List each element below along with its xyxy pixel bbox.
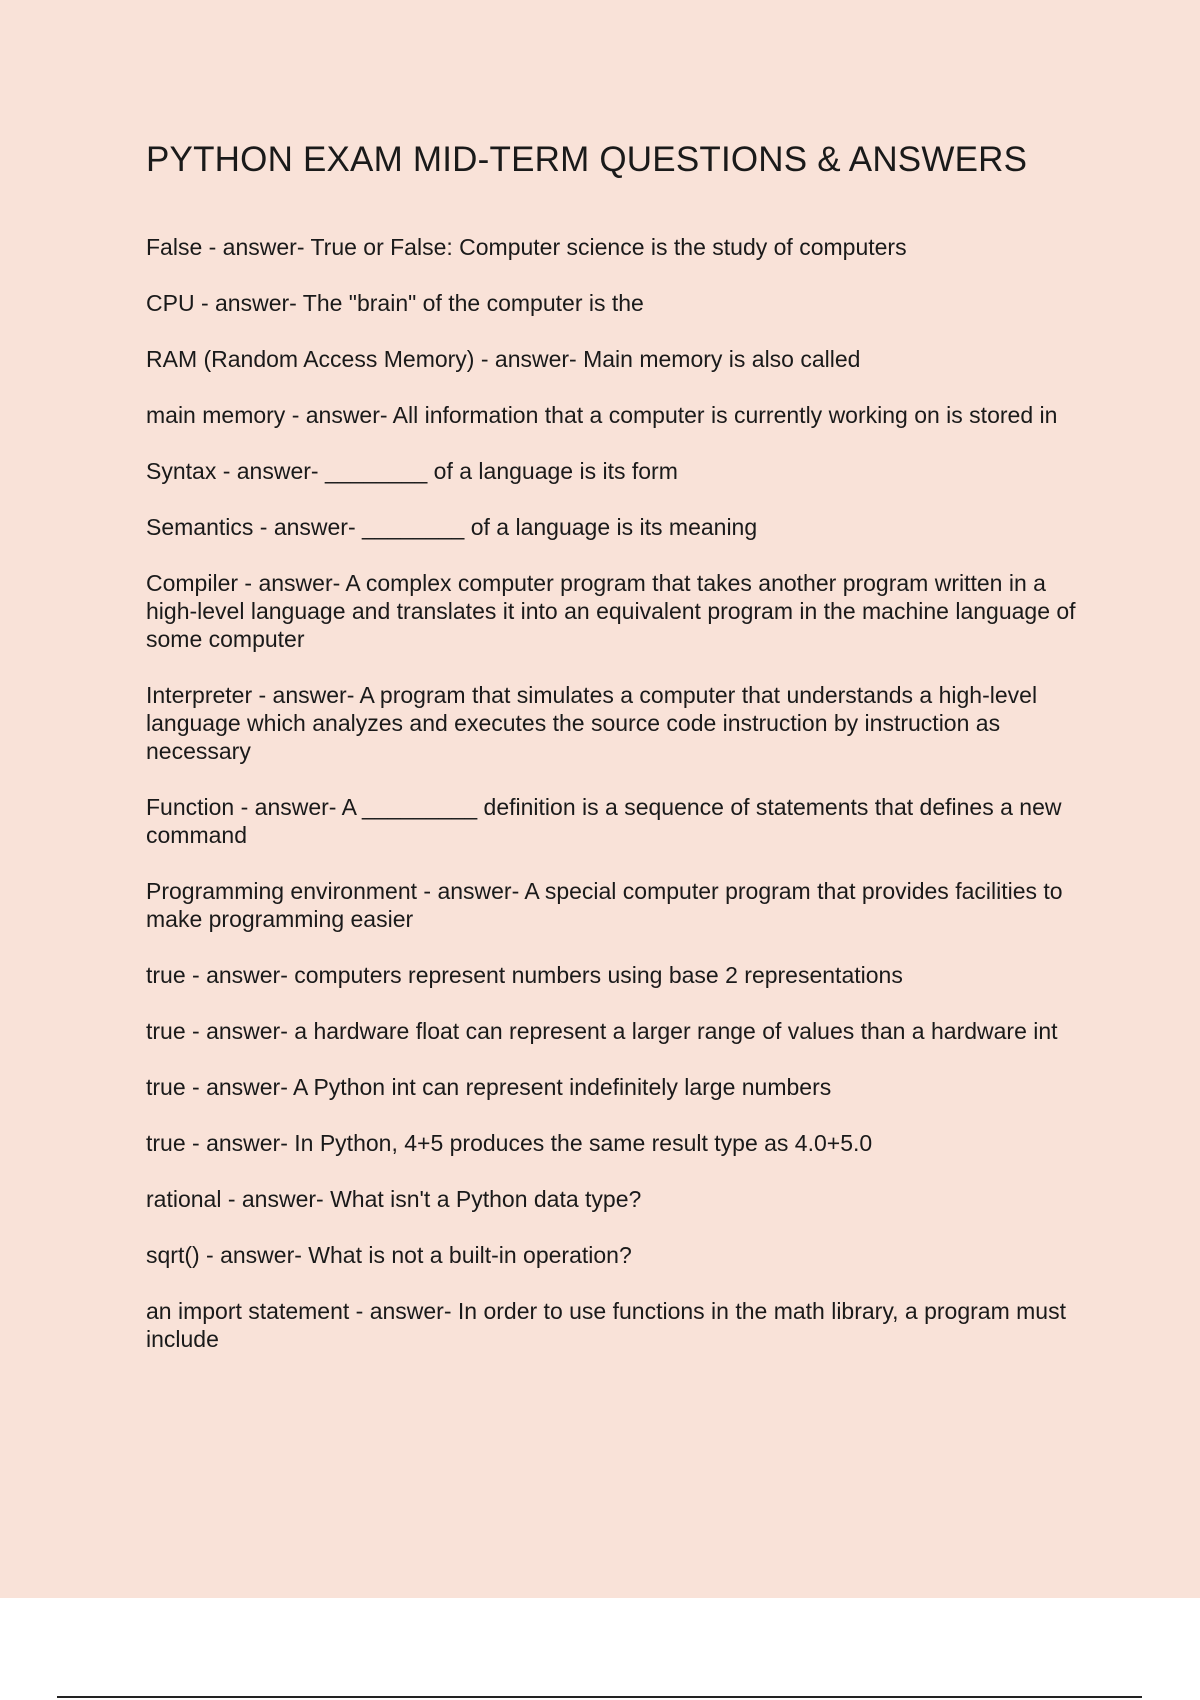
qa-item: Interpreter - answer- A program that simulates a computer that understands a high-level language which analyzes and executes the source code instruction by instruction as necessary [146,682,1038,764]
qa-item: Function - answer- A _________ definition is a sequence of statements that defines a new command [146,794,1062,848]
qa-item: RAM (Random Access Memory) - answer- Main memory is also called [146,346,861,372]
qa-item: Programming environment - answer- A special computer program that provides facilities to make programming easier [146,878,1063,932]
qa-item: true - answer- In Python, 4+5 produces the same result type as 4.0+5.0 [146,1130,873,1156]
qa-item: sqrt() - answer- What is not a built-in operation? [146,1242,632,1268]
page-title: PYTHON EXAM MID-TERM QUESTIONS & ANSWERS [146,140,1028,179]
qa-item: Compiler - answer- A complex computer program that takes another program written in a high-level language and translates it into an equivalent program in the machine language of some computer [146,570,1076,652]
qa-item: an import statement - answer- In order to use functions in the math library, a program must include [146,1298,1066,1352]
bottom-divider [57,1696,1142,1698]
qa-item: CPU - answer- The "brain" of the computer is the [146,290,644,316]
document-content [146,140,1086,1381]
qa-item: rational - answer- What isn't a Python data type? [146,1186,642,1212]
qa-item: true - answer- a hardware float can represent a larger range of values than a hardware int [146,1018,1058,1044]
qa-item: true - answer- A Python int can represent indefinitely large numbers [146,1074,832,1100]
qa-item: true - answer- computers represent numbers using base 2 representations [146,962,903,988]
qa-item: Semantics - answer- ________ of a language is its meaning [146,514,758,540]
qa-item: False - answer- True or False: Computer science is the study of computers [146,234,907,260]
qa-list [146,233,1086,1353]
qa-item: main memory - answer- All information that a computer is currently working on is stored in [146,402,1058,428]
qa-item: Syntax - answer- ________ of a language is its form [146,458,678,484]
